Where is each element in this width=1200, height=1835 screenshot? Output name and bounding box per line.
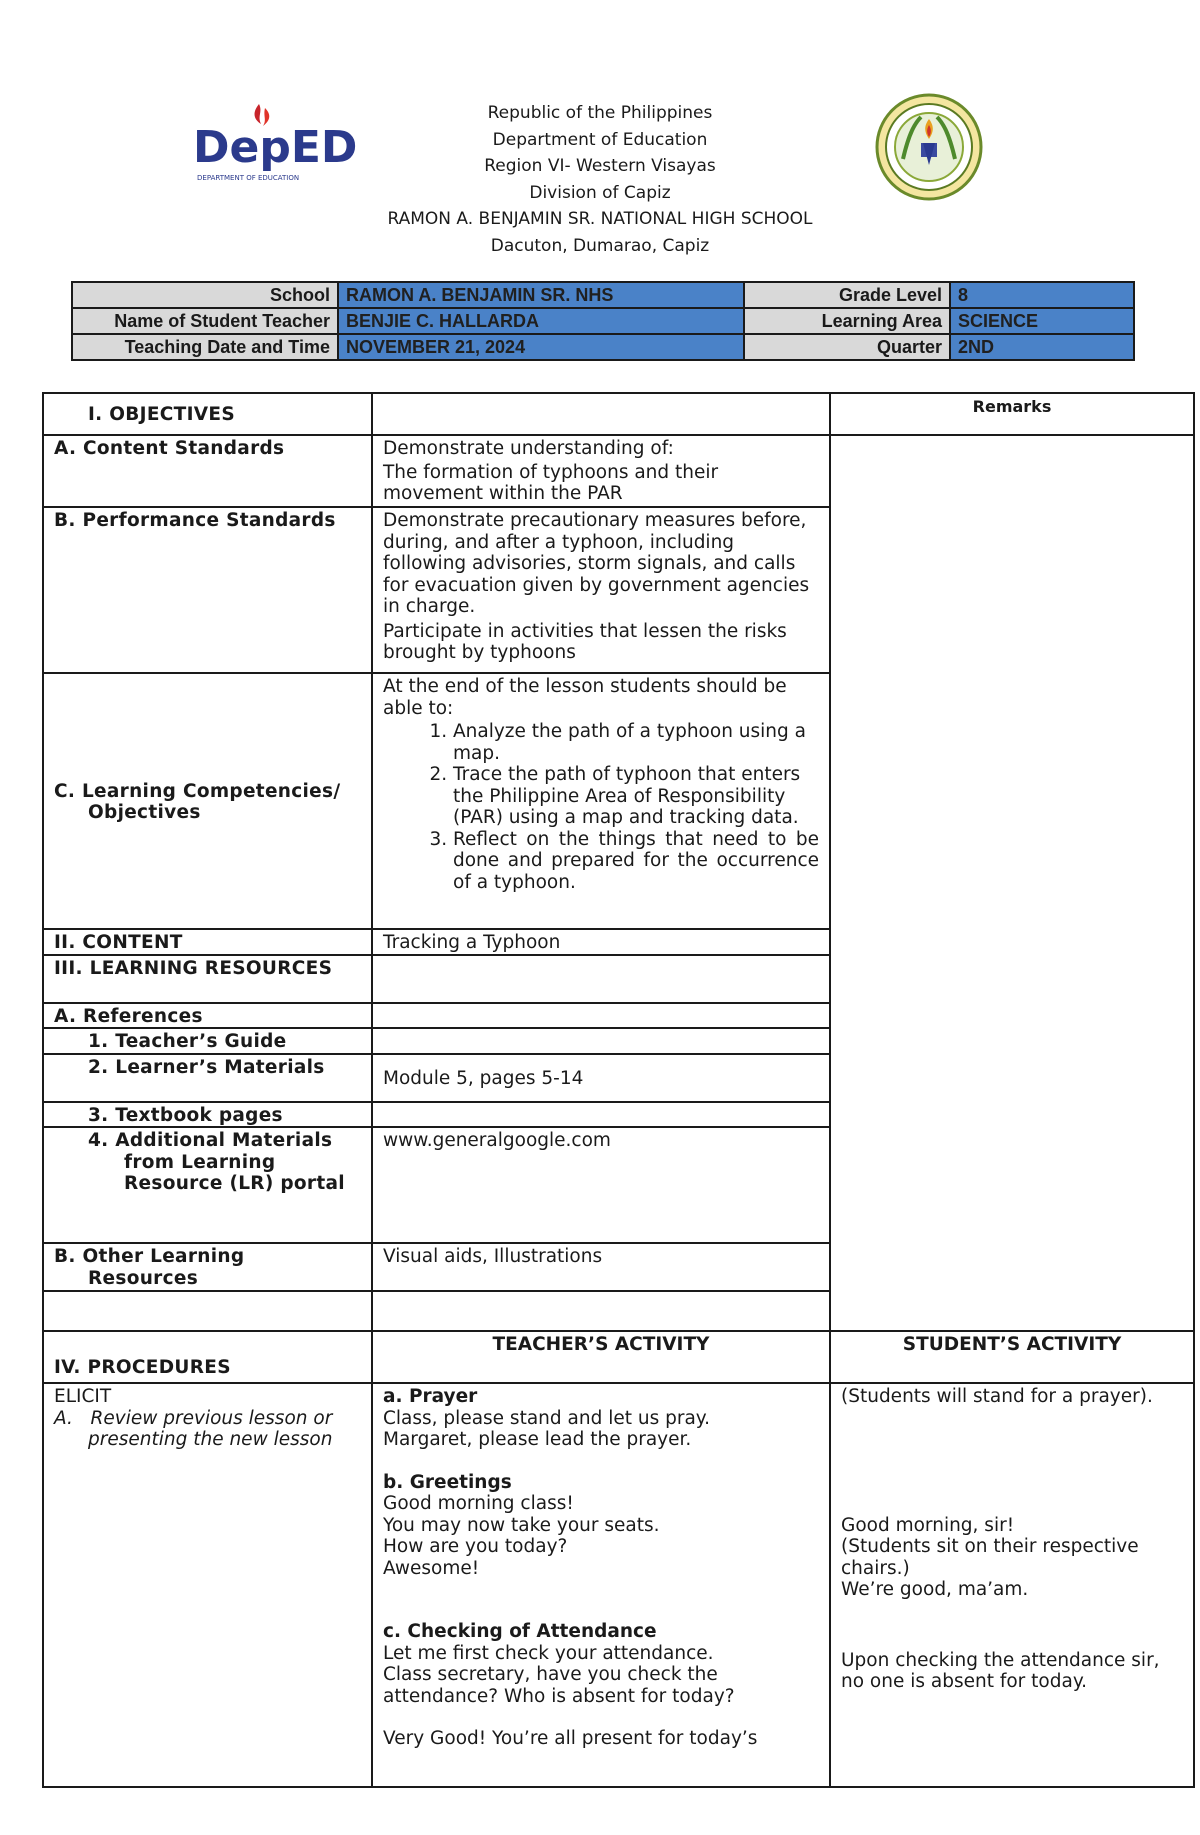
- student-prayer: (Students will stand for a prayer).: [841, 1386, 1153, 1407]
- attendance-line-1: Let me first check your attendance.: [383, 1642, 714, 1664]
- header-line-school: RAMON A. BENJAMIN SR. NATIONAL HIGH SCHOOL: [387, 209, 813, 230]
- quarter-value: 2ND: [950, 334, 1134, 360]
- student-greeting-3: We’re good, ma’am.: [841, 1579, 1029, 1600]
- procedures-heading: IV. PROCEDURES: [43, 1331, 372, 1383]
- header-line-address: Dacuton, Dumarao, Capiz: [490, 235, 710, 256]
- teachers-guide-label: 1. Teacher’s Guide: [43, 1028, 372, 1054]
- prayer-line-2: Margaret, please lead the prayer.: [383, 1429, 692, 1450]
- review-previous-lesson: [54, 1408, 361, 1451]
- learning-area-label: Learning Area: [744, 308, 950, 334]
- objectives-heading: I. OBJECTIVES: [43, 393, 372, 435]
- greetings-line-2: You may now take your seats.: [383, 1514, 660, 1536]
- content-label: II. CONTENT: [43, 929, 372, 955]
- teacher-value: BENJIE C. HALLARDA: [338, 308, 744, 334]
- attendance-line-2: Class secretary, have you check the attendance? Who is absent for today?: [383, 1664, 735, 1707]
- logo-subtext: DEPARTMENT OF EDUCATION: [197, 174, 300, 182]
- resources-blank-cell: [372, 955, 830, 1003]
- header-line-republic: Republic of the Philippines: [487, 103, 713, 123]
- learners-materials-label: 2. Learner’s Materials: [88, 1056, 325, 1078]
- content-standards-line1: Demonstrate understanding of:: [383, 438, 674, 459]
- content-value: Tracking a Typhoon: [372, 929, 830, 955]
- textbook-label: 3. Textbook pages: [43, 1102, 372, 1128]
- school-header: [330, 100, 870, 260]
- info-row-teacher: [72, 308, 1134, 334]
- additional-materials-label: 4. Additional Materials from Learning Resource (LR) portal: [88, 1130, 345, 1194]
- header-line-division: Division of Capiz: [529, 182, 671, 203]
- additional-materials-value: www.generalgoogle.com: [372, 1127, 830, 1243]
- lesson-table: [42, 392, 1195, 1788]
- remarks-cell: [830, 435, 1194, 1331]
- student-greeting-2: (Students sit on their respective chairs.): [841, 1536, 1139, 1579]
- competency-item: 3. Reflect on the things that need to be done and prepared for the occurrence of a typhoon.: [453, 829, 819, 894]
- textbook-blank-cell: [372, 1102, 830, 1128]
- performance-standards-label: B. Performance Standards: [54, 510, 336, 531]
- references-label: A. References: [43, 1003, 372, 1029]
- teacher-label: Name of Student Teacher: [72, 308, 338, 334]
- logo-text: DepED: [193, 122, 358, 173]
- prayer-title: a. Prayer: [383, 1386, 478, 1407]
- objectives-blank-cell: [372, 393, 830, 435]
- competencies-list: [383, 721, 819, 893]
- content-standards-label: A. Content Standards: [54, 438, 285, 459]
- other-resources-value: Visual aids, Illustrations: [372, 1243, 830, 1291]
- procedures-head-row: [43, 1331, 1194, 1383]
- header-line-region: Region VI- Western Visayas: [484, 156, 716, 177]
- references-blank-cell: [372, 1003, 830, 1029]
- attendance-line-3: Very Good! You’re all present for today’s: [383, 1728, 758, 1749]
- school-value: RAMON A. BENJAMIN SR. NHS: [338, 282, 744, 308]
- teacher-activity-heading: TEACHER’S ACTIVITY: [372, 1331, 830, 1383]
- competency-item: 2. Trace the path of typhoon that enters the Philippine Area of Responsibility (PAR) using a map and tracking data.: [453, 764, 819, 829]
- remarks-label: Remarks: [972, 397, 1052, 416]
- school-seal-icon: [873, 93, 985, 201]
- grade-level-label: Grade Level: [744, 282, 950, 308]
- learning-area-value: SCIENCE: [950, 308, 1134, 334]
- elicit-label: ELICIT: [54, 1386, 112, 1407]
- info-table: [71, 281, 1135, 361]
- greetings-line-4: Awesome!: [383, 1557, 480, 1579]
- prayer-line-1: Class, please stand and let us pray.: [383, 1407, 710, 1429]
- competencies-label: C. Learning Competencies/ Objectives: [54, 780, 341, 823]
- resources-label: III. LEARNING RESOURCES: [54, 957, 333, 979]
- review-marker: A.: [54, 1407, 73, 1429]
- school-label: School: [72, 282, 338, 308]
- deped-logo-icon: [193, 100, 358, 186]
- grade-level-value: 8: [950, 282, 1134, 308]
- performance-standards-p1: Demonstrate precautionary measures before, during, and after a typhoon, including following advisories, storm signals, and calls for evacuation given by government agencies in charge.: [383, 510, 810, 617]
- content-standards-line2: The formation of typhoons and their movement within the PAR: [383, 461, 719, 504]
- competency-item: 1. Analyze the path of a typhoon using a map.: [453, 721, 819, 764]
- greetings-line-1: Good morning class!: [383, 1493, 574, 1514]
- student-attendance: Upon checking the attendance sir, no one is absent for today.: [841, 1649, 1160, 1692]
- date-label: Teaching Date and Time: [72, 334, 338, 360]
- date-value: NOVEMBER 21, 2024: [338, 334, 744, 360]
- review-text: Review previous lesson or presenting the new lesson: [88, 1407, 333, 1450]
- student-activity-heading: STUDENT’S ACTIVITY: [830, 1331, 1194, 1383]
- info-row-date: [72, 334, 1134, 360]
- remarks-header-cell: [830, 393, 1194, 435]
- student-greeting-1: Good morning, sir!: [841, 1514, 1015, 1536]
- info-row-school: [72, 282, 1134, 308]
- greetings-title: b. Greetings: [383, 1471, 512, 1493]
- performance-standards-p2: Participate in activities that lessen the risks brought by typhoons: [383, 620, 787, 663]
- elicit-row: [43, 1383, 1194, 1787]
- attendance-title: c. Checking of Attendance: [383, 1621, 657, 1642]
- learners-materials-value: Module 5, pages 5-14: [372, 1054, 830, 1102]
- quarter-label: Quarter: [744, 334, 950, 360]
- content-standards-row: [43, 435, 1194, 507]
- greetings-line-3: How are you today?: [383, 1536, 568, 1557]
- teachers-guide-blank-cell: [372, 1028, 830, 1054]
- objectives-row: [43, 393, 1194, 435]
- other-resources-label: B. Other Learning Resources: [54, 1246, 245, 1289]
- header-line-department: Department of Education: [492, 129, 708, 150]
- competencies-intro: At the end of the lesson students should be able to:: [383, 676, 787, 719]
